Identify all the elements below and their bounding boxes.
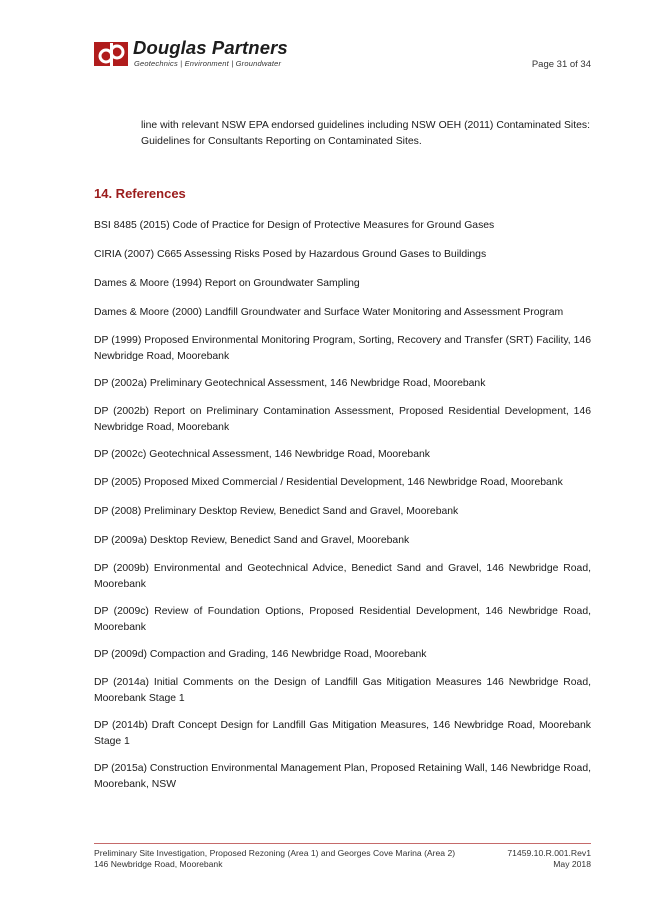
reference-item: DP (1999) Proposed Environmental Monitoring Program, Sorting, Recovery and Transfer (SRT) Facility, 146 Newbridge Road, Moorebank [94,335,591,362]
reference-item: BSI 8485 (2015) Code of Practice for Design of Protective Measures for Ground Gases [94,220,495,231]
page-number: Page 31 of 34 [531,59,591,70]
footer-divider [94,843,591,844]
footer-document-info [507,848,591,870]
footer-project-address: 146 Newbridge Road, Moorebank [94,859,223,869]
reference-item: DP (2009d) Compaction and Grading, 146 Newbridge Road, Moorebank [94,649,427,660]
reference-item: DP (2002c) Geotechnical Assessment, 146 Newbridge Road, Moorebank [94,449,430,460]
continued-paragraph: line with relevant NSW EPA endorsed guidelines including NSW OEH (2011) Contaminated Sites: Guidelines for Consultants Reporting on Contaminated Sites. [141,120,590,147]
reference-item: DP (2009c) Review of Foundation Options, Proposed Residential Development, 146 Newbridge Road, Moorebank [94,606,591,633]
reference-item: Dames & Moore (2000) Landfill Groundwater and Surface Water Monitoring and Assessment Program [94,307,564,318]
reference-item: DP (2005) Proposed Mixed Commercial / Residential Development, 146 Newbridge Road, Moorebank [94,477,563,488]
footer-project-title: Preliminary Site Investigation, Proposed Rezoning (Area 1) and Georges Cove Marina (Area 2) [94,848,456,858]
reference-item: DP (2014a) Initial Comments on the Design of Landfill Gas Mitigation Measures 146 Newbridge Road, Moorebank Stage 1 [94,677,591,704]
reference-item: DP (2015a) Construction Environmental Management Plan, Proposed Retaining Wall, 146 Newbridge Road, Moorebank, NSW [94,763,591,790]
page-header [94,37,591,72]
reference-item: DP (2002b) Report on Preliminary Contamination Assessment, Proposed Residential Development, 146 Newbridge Road, Moorebank [94,406,591,433]
company-name: Douglas Partners [133,37,288,58]
section-heading: 14. References [94,186,186,201]
reference-item: DP (2014b) Draft Concept Design for Landfill Gas Mitigation Measures, 146 Newbridge Road, Moorebank Stage 1 [94,720,591,747]
reference-item: CIRIA (2007) C665 Assessing Risks Posed by Hazardous Ground Gases to Buildings [94,249,487,260]
reference-item: DP (2009b) Environmental and Geotechnical Advice, Benedict Sand and Gravel, 146 Newbridge Road, Moorebank [94,563,591,590]
douglas-partners-logo-icon [94,40,128,68]
reference-item: DP (2002a) Preliminary Geotechnical Assessment, 146 Newbridge Road, Moorebank [94,378,486,389]
reference-item: Dames & Moore (1994) Report on Groundwater Sampling [94,278,360,289]
company-tagline: Geotechnics | Environment | Groundwater [134,59,282,68]
footer-date: May 2018 [553,859,591,869]
footer-document-number: 71459.10.R.001.Rev1 [507,848,591,858]
reference-item: DP (2008) Preliminary Desktop Review, Benedict Sand and Gravel, Moorebank [94,506,459,517]
footer-project [94,848,455,870]
reference-item: DP (2009a) Desktop Review, Benedict Sand and Gravel, Moorebank [94,535,410,546]
